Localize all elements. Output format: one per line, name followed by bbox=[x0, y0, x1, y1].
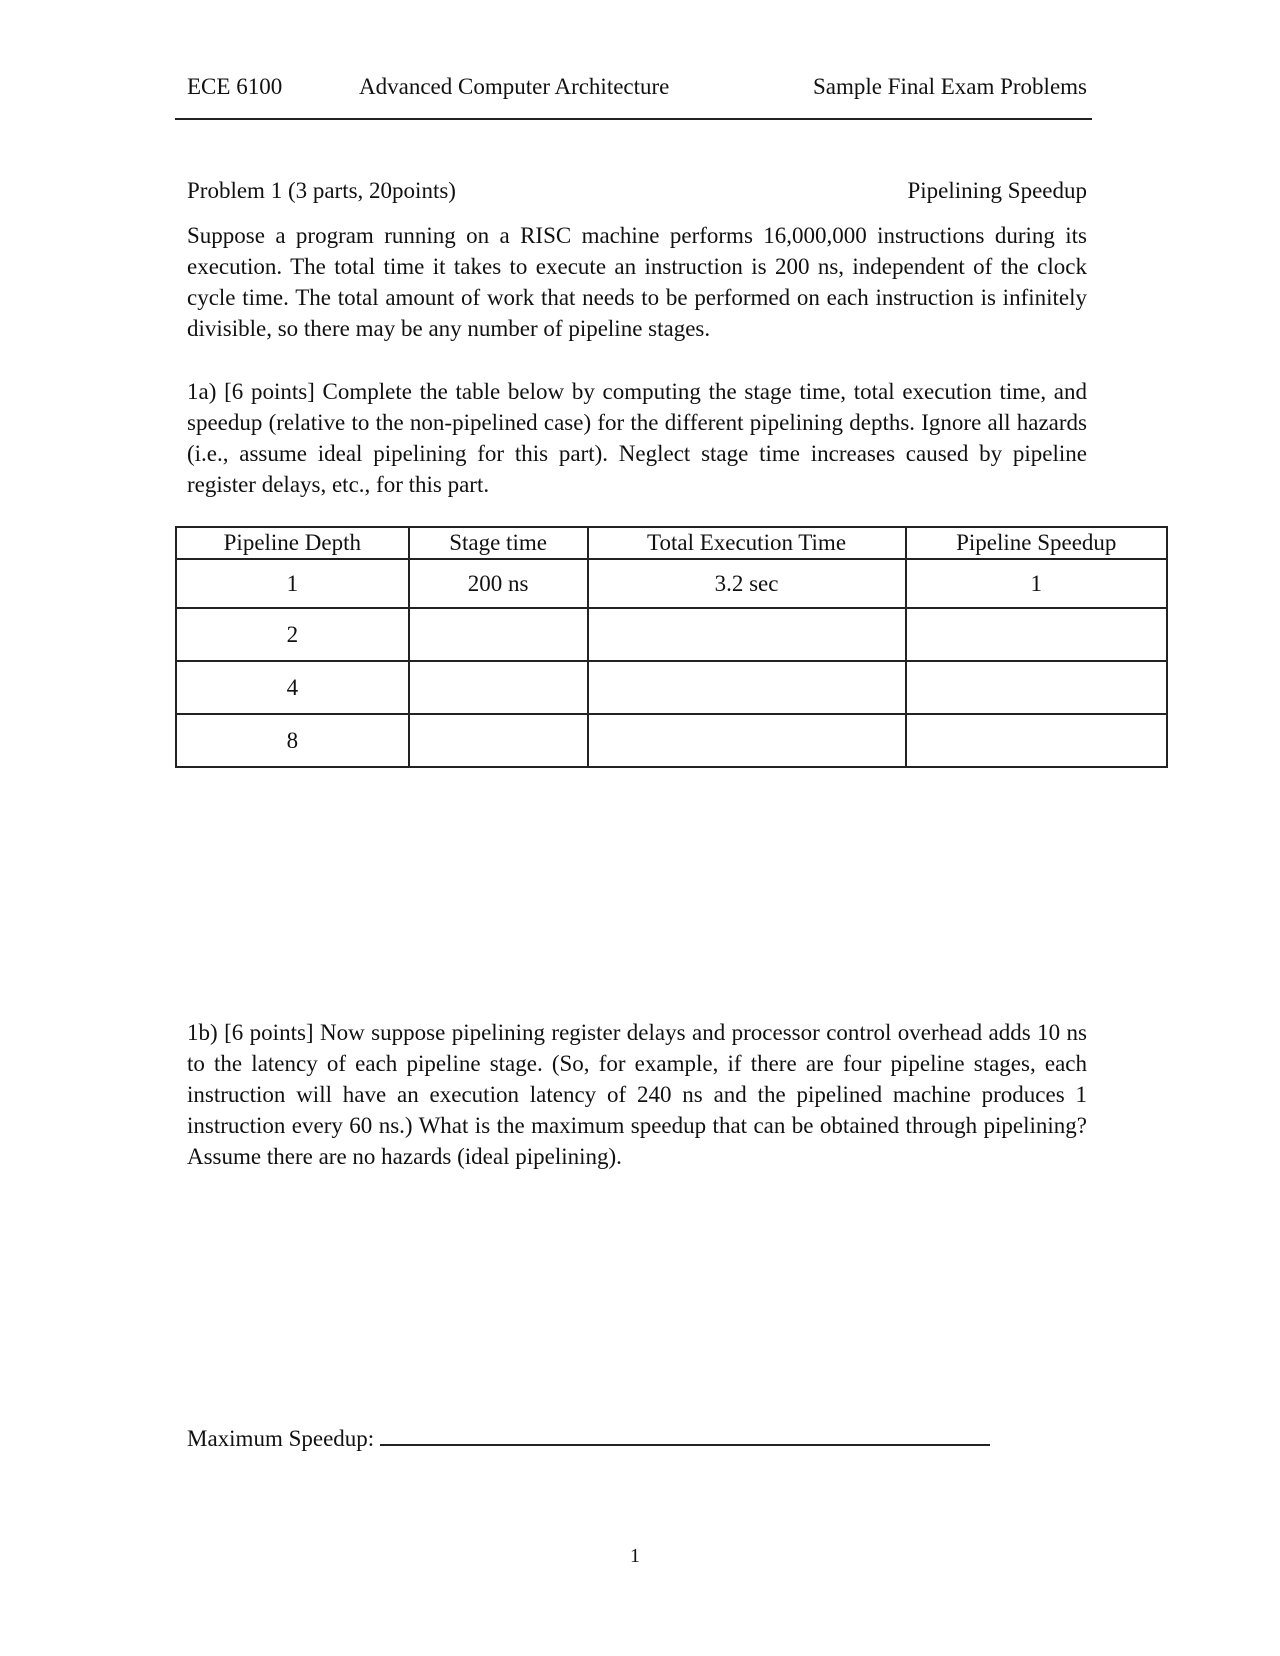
page-header bbox=[187, 74, 1087, 104]
stage-time-cell bbox=[409, 714, 588, 767]
speedup-cell bbox=[906, 661, 1167, 714]
speedup-cell bbox=[906, 714, 1167, 767]
total-time-cell bbox=[588, 714, 906, 767]
table-row bbox=[176, 714, 1167, 767]
total-time-cell bbox=[588, 661, 906, 714]
header-pipeline-speedup: Pipeline Speedup bbox=[906, 527, 1167, 559]
depth-cell: 8 bbox=[176, 714, 409, 767]
header-stage-time: Stage time bbox=[409, 527, 588, 559]
problem-intro: Suppose a program running on a RISC machine performs 16,000,000 instructions during its execution. The total time it takes to execute an instruction is 200 ns, independent of the clock cycle time. The total amount of work that needs to be performed on each instruction is infinitely divisible, so there may be any number of pipeline stages. bbox=[187, 223, 1087, 341]
header-pipeline-depth: Pipeline Depth bbox=[176, 527, 409, 559]
header-divider bbox=[175, 118, 1092, 120]
speedup-cell: 1 bbox=[906, 559, 1167, 608]
depth-cell: 1 bbox=[176, 559, 409, 608]
part-b-text: 1b) [6 points] Now suppose pipelining register delays and processor control overhead adds 10 ns to the latency of each pipeline stage. (So, for example, if there are four pipeline stages, each instruction will have an execution latency of 240 ns and the pipelined machine produces 1 instruction every 60 ns.) What is the maximum speedup that can be obtained through pipelining? Assume there are no hazards (ideal pipelining). bbox=[187, 1020, 1087, 1169]
course-code: ECE 6100 bbox=[187, 74, 283, 99]
total-time-cell: 3.2 sec bbox=[588, 559, 906, 608]
total-time-cell bbox=[588, 608, 906, 661]
pipeline-table bbox=[175, 526, 1168, 768]
problem-topic: Pipelining Speedup bbox=[907, 178, 1087, 203]
max-speedup-answer bbox=[187, 1422, 990, 1452]
depth-cell: 2 bbox=[176, 608, 409, 661]
table-row bbox=[176, 661, 1167, 714]
depth-cell: 4 bbox=[176, 661, 409, 714]
page-number: 1 bbox=[630, 1545, 640, 1567]
max-speedup-label: Maximum Speedup: bbox=[187, 1426, 375, 1451]
max-speedup-blank[interactable] bbox=[380, 1422, 990, 1446]
table-header-row bbox=[176, 527, 1167, 559]
problem-heading: Problem 1 (3 parts, 20points) bbox=[187, 178, 456, 203]
speedup-cell bbox=[906, 608, 1167, 661]
problem-heading-row bbox=[187, 178, 1087, 204]
stage-time-cell bbox=[409, 608, 588, 661]
stage-time-cell: 200 ns bbox=[409, 559, 588, 608]
exam-title: Sample Final Exam Problems bbox=[812, 74, 1087, 99]
part-a-text: 1a) [6 points] Complete the table below by computing the stage time, total execution time, and speedup (relative to the non-pipelined case) for the different pipelining depths. Ignore all hazards (i.e., assume ideal pipelining for this part). Neglect stage time increases caused by pipeline register delays, etc., for this part. bbox=[187, 379, 1087, 497]
header-total-execution-time: Total Execution Time bbox=[588, 527, 906, 559]
table-row bbox=[176, 559, 1167, 608]
course-title: Advanced Computer Architecture bbox=[359, 74, 670, 99]
stage-time-cell bbox=[409, 661, 588, 714]
table-row bbox=[176, 608, 1167, 661]
